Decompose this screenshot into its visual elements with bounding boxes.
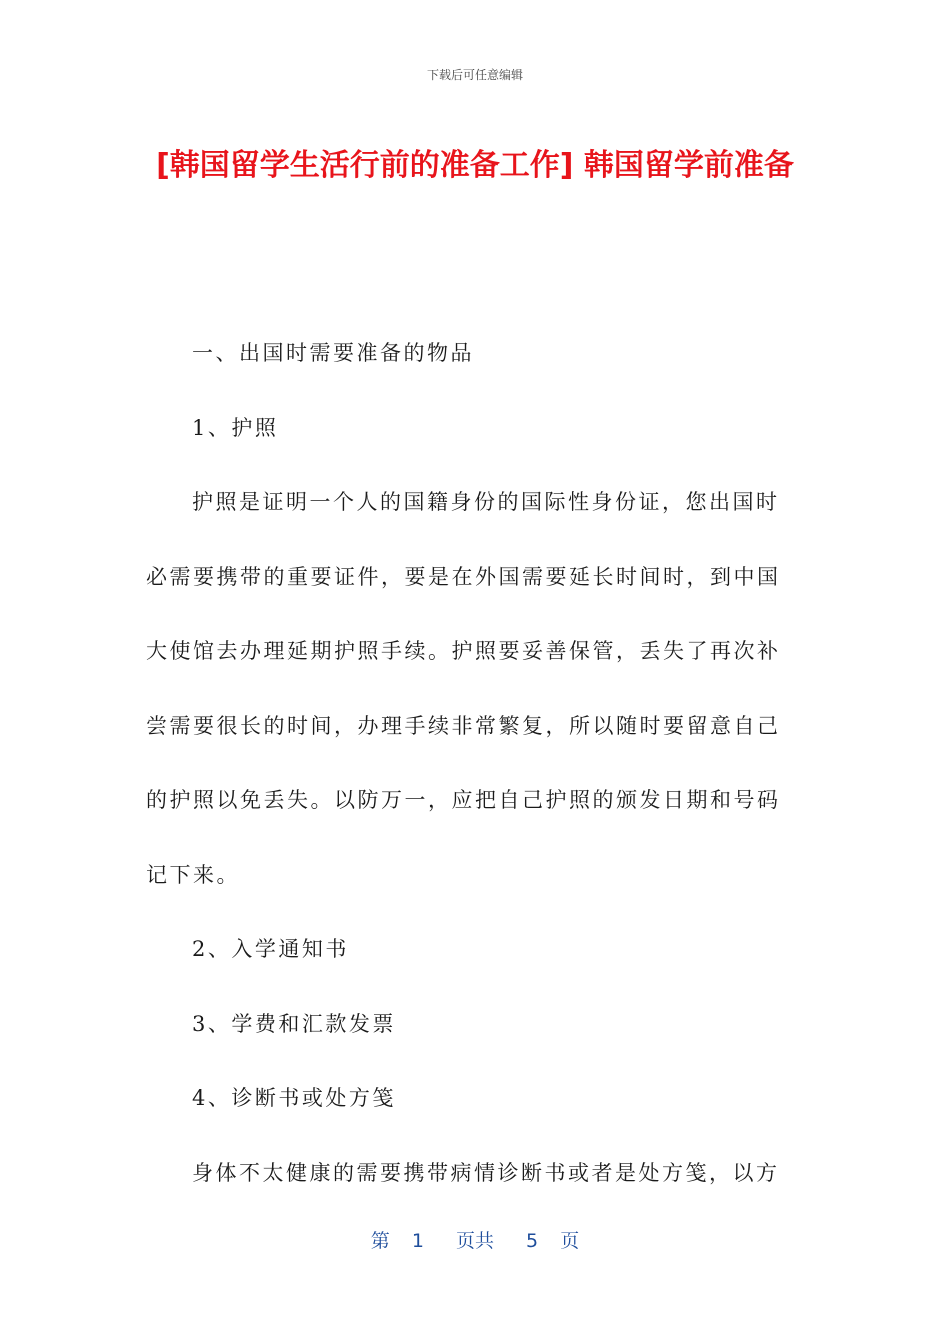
section-heading: 一、出国时需要准备的物品 [192,341,474,365]
list-item-tuition-receipt: 3、学费和汇款发票 [192,1011,396,1036]
list-item-admission-letter: 2、入学通知书 [192,937,349,961]
page-footer [0,1226,950,1253]
document-body [146,316,794,1210]
footer-current-page: 1 [411,1230,424,1252]
header-note: 下载后可任意编辑 [426,68,523,82]
footer-suffix: 页 [560,1230,580,1252]
footer-prefix: 第 [370,1230,390,1252]
footer-total-pages: 5 [526,1230,539,1252]
document-title: [韩国留学生活行前的准备工作] 韩国留学前准备 [156,148,794,183]
list-item-passport: 1、护照 [192,415,279,440]
paragraph-diagnosis: 身体不太健康的需要携带病情诊断书或者是处方笺，以方 [192,1160,780,1185]
list-item-diagnosis: 4、诊断书或处方笺 [192,1086,396,1110]
footer-middle: 页共 [455,1230,494,1252]
paragraph-passport: 护照是证明一个人的国籍身份的国际性身份证，您出国时必需要携带的重要证件，要是在外国需要延长时间时，到中国大使馆去办理延期护照手续。护照要妥善保管，丢失了再次补尝需要很长的时间，办理手续非常繁复，所以随时要留意自己的护照以免丢失。以防万一，应把自己护照的颁发日期和号码记下来。 [146,490,781,887]
